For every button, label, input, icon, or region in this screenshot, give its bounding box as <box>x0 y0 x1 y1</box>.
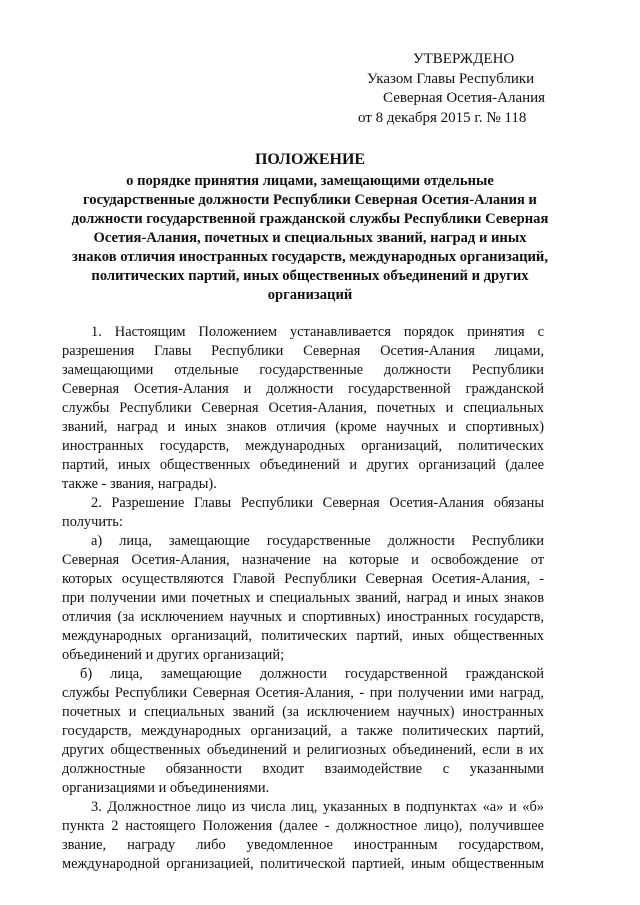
document-body <box>62 323 544 874</box>
subtitle-line: должности государственной гражданской службы Республики Северная <box>71 211 549 227</box>
approval-block <box>358 50 608 128</box>
document-subtitle <box>60 172 560 305</box>
body-line: замещающими отдельные государственные должности Республики <box>62 362 544 378</box>
body-line: Северная Осетия-Алания и должности государственной гражданской <box>62 381 544 397</box>
body-line: службы Республики Северная Осетия-Алания, - при получении ими наград, <box>62 685 544 701</box>
subtitle-line: государственные должности Республики Северная Осетия-Алания и <box>83 192 537 208</box>
document-title: ПОЛОЖЕНИЕ <box>254 151 366 168</box>
approval-region-line: Северная Осетия-Алания <box>383 90 546 106</box>
approval-date-line: от 8 декабря 2015 г. № 118 <box>358 109 527 126</box>
body-line: пункта 2 настоящего Положения (далее - должностное лицо), получившее <box>62 818 544 834</box>
body-line: 3. Должностное лицо из числа лиц, указанных в подпунктах «а» и «б» <box>91 799 544 815</box>
approval-decree-line: Указом Главы Республики <box>367 70 535 87</box>
body-line: должностные обязанности входит взаимодействие с указанными <box>62 761 544 777</box>
subtitle-line: политических партий, иных общественных объединений и других <box>91 268 529 284</box>
subtitle-line: знаков отличия иностранных государств, международных организаций, <box>72 249 548 265</box>
body-line: получить: <box>62 514 123 530</box>
body-line: организациями и объединениями. <box>62 780 270 796</box>
subtitle-line: Осетия-Алания, почетных и специальных званий, наград и иных <box>93 230 527 246</box>
body-line: 1. Настоящим Положением устанавливается порядок принятия с <box>91 324 544 340</box>
body-line: разрешения Главы Республики Северная Осетия-Алания лицами, <box>62 343 544 359</box>
body-line: б) лица, замещающие должности государственной гражданской <box>80 666 544 682</box>
body-line: иностранных государств, международных организаций, политических <box>62 438 544 454</box>
body-line: звание, награду либо уведомленное иностранным государством, <box>62 837 544 853</box>
body-line: Северная Осетия-Алания, назначение на которые и освобождение от <box>62 552 544 568</box>
body-line: государств, международных организаций, а также политических партий, <box>62 723 544 739</box>
subtitle-line: организаций <box>267 287 353 303</box>
body-line: почетных и специальных званий (за исключением научных) иностранных <box>62 704 544 720</box>
subtitle-line: о порядке принятия лицами, замещающими отдельные <box>126 173 494 189</box>
body-line: службы Республики Северная Осетия-Алания, почетных и специальных <box>62 400 544 416</box>
body-line: международной организацией, политической партией, иным общественным <box>62 856 544 872</box>
body-line: званий, наград и иных знаков отличия (кроме научных и спортивных) <box>62 419 544 435</box>
body-line: отличия (за исключением научных и спортивных) иностранных государств, <box>62 609 544 625</box>
body-line: также - звания, награды). <box>62 476 217 492</box>
approval-stamp-title: УТВЕРЖДЕНО <box>413 51 515 67</box>
body-line: международных организаций, политических партий, иных общественных <box>62 628 544 644</box>
body-line: объединений и других организаций; <box>62 647 285 663</box>
body-line: партий, иных общественных объединений и других организаций (далее <box>62 457 544 473</box>
document-heading <box>60 150 560 305</box>
body-line: а) лица, замещающие государственные должности Республики <box>91 533 544 549</box>
body-line: при получении ими почетных и специальных званий, наград и иных знаков <box>62 590 544 606</box>
body-line: 2. Разрешение Главы Республики Северная Осетия-Алания обязаны <box>91 495 544 511</box>
body-line: других общественных объединений и религиозных объединений, если в их <box>62 742 544 758</box>
body-line: которых осуществляются Главой Республики Северная Осетия-Алания, - <box>62 571 544 587</box>
